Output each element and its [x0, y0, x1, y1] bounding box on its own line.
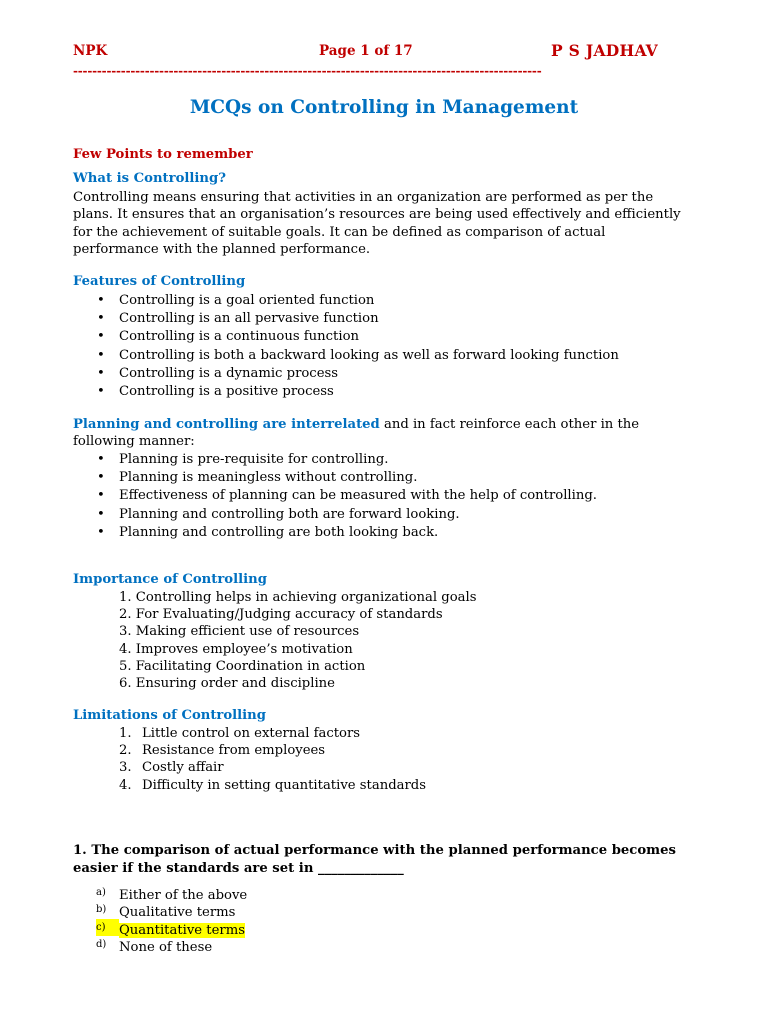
few-points-heading: Few Points to remember [73, 147, 253, 162]
bullet: • [97, 365, 105, 381]
importance-heading: Importance of Controlling [73, 572, 267, 587]
list-item: • Controlling is a goal oriented function [73, 292, 619, 310]
list-item: • Planning is pre-requisite for controlling. [73, 451, 597, 469]
page-title: MCQs on Controlling in Management [189, 97, 579, 118]
bullet: • [97, 470, 105, 486]
features-list [73, 292, 619, 401]
list-item: 3. Making efficient use of resources [119, 624, 360, 640]
option-b[interactable]: b) Qualitative terms [96, 904, 236, 921]
bullet: • [97, 488, 105, 504]
what-is-heading: What is Controlling? [73, 171, 226, 186]
option-c[interactable]: c) Quantitative terms [96, 919, 247, 936]
option-d[interactable]: d) None of these [96, 939, 213, 956]
bullet: • [97, 452, 105, 467]
features-heading: Features of Controlling [73, 274, 246, 289]
header-rule: -------------------------------------------------------------------------------------------------- [73, 64, 542, 78]
list-item: • Controlling is a dynamic process [73, 365, 619, 383]
list-item: • Controlling is a positive process [73, 383, 619, 401]
answer-options [96, 884, 247, 954]
page-number: Page 1 of 17 [319, 43, 413, 59]
list-item: • Controlling is both a backward looking as well as forward looking function [73, 347, 619, 365]
list-item: 1. Controlling helps in achieving organizational goals [119, 590, 477, 605]
bullet: • [97, 524, 105, 540]
bullet: • [97, 329, 105, 345]
list-item: 4. Difficulty in setting quantitative standards [119, 777, 427, 793]
header-left: NPK [73, 43, 108, 59]
bullet: • [97, 311, 105, 327]
author-name: P S JADHAV [551, 41, 659, 60]
list-item: • Effectiveness of planning can be measured with the help of controlling. [73, 487, 597, 505]
list-item: • Controlling is a continuous function [73, 328, 619, 346]
option-a[interactable]: a) Either of the above [96, 887, 248, 903]
list-item: 1. Little control on external factors [119, 726, 361, 741]
interrelated-heading: Planning and controlling are interrelated [73, 417, 380, 432]
question-text: 1. The comparison of actual performance with the planned performance becomes easier if the standards are set in _____________ [73, 843, 676, 876]
list-item: • Planning and controlling are both looking back. [73, 524, 597, 542]
highlighted-answer: Quantitative terms [119, 922, 245, 938]
list-item: 2. For Evaluating/Judging accuracy of standards [119, 607, 443, 623]
interrelated-paragraph: Planning and controlling are interrelated and in fact reinforce each other in the following manner: [73, 417, 640, 450]
list-item: 2. Resistance from employees [119, 743, 326, 759]
bullet: • [97, 347, 105, 363]
bullet: • [97, 506, 105, 522]
list-item: 6. Ensuring order and discipline [119, 675, 335, 691]
list-item: 5. Facilitating Coordination in action [119, 658, 366, 674]
list-item: 4. Improves employee’s motivation [119, 641, 353, 657]
what-is-paragraph: Controlling means ensuring that activities in an organization are performed as per the plans. It ensures that an organisation’s resources are being used effectively and efficiently for the achievement of suitable goals. It can be defined as comparison of actual performance with the planned performance. [73, 190, 681, 257]
limitations-list [119, 725, 426, 794]
list-item: • Controlling is an all pervasive function [73, 310, 619, 328]
limitations-heading: Limitations of Controlling [73, 708, 266, 723]
list-item: • Planning is meaningless without controlling. [73, 469, 597, 487]
list-item: 3. Costly affair [119, 760, 224, 776]
bullet: • [97, 293, 105, 308]
importance-list [119, 589, 477, 692]
list-item: • Planning and controlling both are forward looking. [73, 506, 597, 524]
interrelated-list [73, 451, 597, 542]
bullet: • [97, 383, 105, 399]
